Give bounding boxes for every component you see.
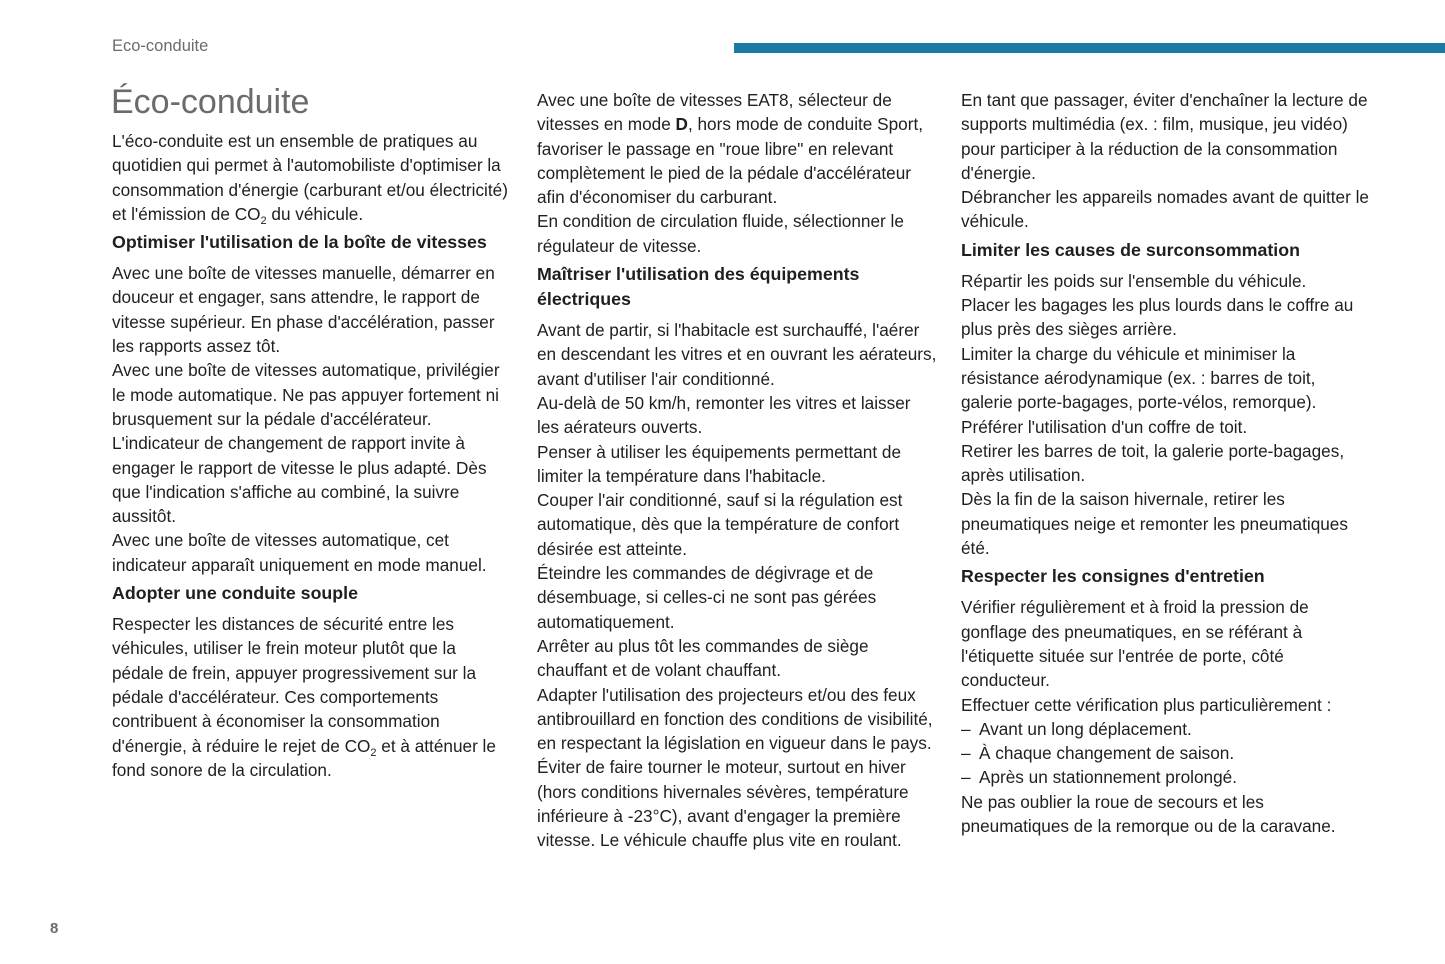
paragraph: Éteindre les commandes de dégivrage et de désembuage, si celles-ci ne sont pas gérées automatiquement. <box>537 563 877 632</box>
paragraph: Avec une boîte de vitesses manuelle, démarrer en douceur et engager, sans attendre, le rapport de vitesse supérieur. En phase d'accélération, passer les rapports assez tôt. <box>112 263 495 357</box>
column-2 <box>537 88 937 853</box>
gear-mode-d: D <box>675 114 688 135</box>
heading-overconsumption: Limiter les causes de surconsommation <box>961 239 1300 260</box>
list-item: – À chaque changement de saison. <box>961 743 1235 764</box>
paragraph: Avant de partir, si l'habitacle est surchauffé, l'aérer en descendant les vitres et en ouvrant les aérateurs, avant d'utiliser l'air conditionné. <box>537 320 937 389</box>
heading-smooth-driving: Adopter une conduite souple <box>112 583 358 604</box>
check-list <box>961 717 1371 790</box>
paragraph: Arrêter au plus tôt les commandes de siège chauffant et de volant chauffant. <box>537 635 869 681</box>
heading-maintenance: Respecter les consignes d'entretien <box>961 566 1265 587</box>
paragraph: En tant que passager, éviter d'enchaîner la lecture de supports multimédia (ex. : film, musique, jeu vidéo) pour participer à la réduction de la consommation d'énergie. <box>961 90 1368 183</box>
column-1 <box>112 129 512 782</box>
paragraph: Limiter la charge du véhicule et minimiser la résistance aérodynamique (ex. : barres de toit, galerie porte-bagages, porte-vélos, remorque). <box>961 343 1317 413</box>
paragraph: Penser à utiliser les équipements permettant de limiter la température dans l'habitacle. <box>537 441 902 486</box>
paragraph: Couper l'air conditionné, sauf si la régulation est automatique, dès que la température de confort désirée est atteinte. <box>537 490 903 559</box>
list-item: – Avant un long déplacement. <box>961 718 1192 739</box>
paragraph: Répartir les poids sur l'ensemble du véhicule. <box>961 270 1307 291</box>
paragraph: Débrancher les appareils nomades avant de quitter le véhicule. <box>961 187 1369 232</box>
paragraph: Dès la fin de la saison hivernale, retirer les pneumatiques neige et remonter les pneumatiques été. <box>961 489 1348 559</box>
paragraph: Adapter l'utilisation des projecteurs et/ou des feux antibrouillard en fonction des conditions de visibilité, en respectant la législation en vigueur dans le pays. <box>537 684 933 754</box>
paragraph: Avec une boîte de vitesses automatique, cet indicateur apparaît uniquement en mode manuel. <box>112 530 487 575</box>
section-header-label: Eco-conduite <box>112 37 209 55</box>
paragraph: En condition de circulation fluide, sélectionner le régulateur de vitesse. <box>537 211 904 256</box>
page-number: 8 <box>50 920 59 937</box>
paragraph: L'indicateur de changement de rapport invite à engager le rapport de vitesse le plus adapté. Dès que l'indication s'affiche au combiné, la suivre aussitôt. <box>112 433 487 527</box>
column-3 <box>961 88 1371 838</box>
co2-subscript: 2 <box>260 214 267 227</box>
paragraph: Au-delà de 50 km/h, remonter les vitres et laisser les aérateurs ouverts. <box>537 392 911 438</box>
heading-electrical-equipment: Maîtriser l'utilisation des équipements électriques <box>537 264 860 310</box>
paragraph: Avec une boîte de vitesses automatique, privilégier le mode automatique. Ne pas appuyer fortement ni brusquement sur la pédale d'accélérateur. <box>112 360 500 429</box>
paragraph: Préférer l'utilisation d'un coffre de toit. <box>961 416 1248 437</box>
paragraph: Effectuer cette vérification plus particulièrement : <box>961 694 1332 715</box>
paragraph: Placer les bagages les plus lourds dans le coffre au plus près des sièges arrière. <box>961 295 1354 340</box>
paragraph: Respecter les distances de sécurité entre les véhicules, utiliser le frein moteur plutôt que la pédale de frein, appuyer progressivement sur la pédale d'accélérateur. Ces comportements contribuent à économiser la consommation d'énergie, à réduire le rejet de $CO_2$ et à atténuer le fond sonore de la circulation. <box>112 614 496 780</box>
heading-gearbox: Optimiser l'utilisation de la boîte de vitesses <box>112 232 487 253</box>
paragraph: Éviter de faire tourner le moteur, surtout en hiver (hors conditions hivernales sévères, température inférieure à -23°C), avant d'engager la première vitesse. Le véhicule chauffe plus vite en roulant. <box>537 757 909 851</box>
paragraph: Ne pas oublier la roue de secours et les pneumatiques de la remorque ou de la caravane. <box>961 791 1336 837</box>
page-title: Éco-conduite <box>111 83 310 121</box>
paragraph: Vérifier régulièrement et à froid la pression de gonflage des pneumatiques, en se référant à l'étiquette située sur l'entrée de porte, côté conducteur. <box>961 597 1309 691</box>
paragraph: Retirer les barres de toit, la galerie porte-bagages, après utilisation. <box>961 440 1345 486</box>
header-accent-bar <box>734 43 1445 53</box>
list-item: – Après un stationnement prolongé. <box>961 767 1237 788</box>
paragraph: Avec une boîte de vitesses EAT8, sélecteur de vitesses en mode D, hors mode de conduite Sport, favoriser le passage en "roue libre" en relevant complètement le pied de la pédale d'accélérateur afin d'économiser du carburant. <box>537 90 923 208</box>
intro-paragraph: L'éco-conduite est un ensemble de pratiques au quotidien qui permet à l'automobiliste d'optimiser la consommation d'énergie (carburant et/ou électricité) et l'émission de $CO_2$ du véhicule. <box>112 131 508 227</box>
co2-subscript: 2 <box>370 746 377 759</box>
